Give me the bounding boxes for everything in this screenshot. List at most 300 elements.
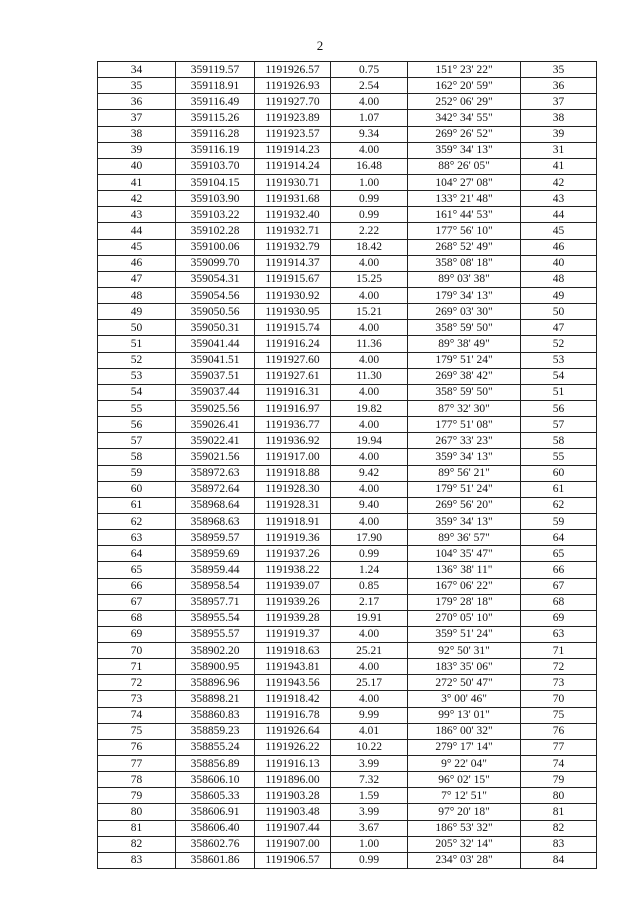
next-point-cell: 81	[521, 804, 597, 820]
bearing-cell: 3° 00' 46"	[408, 691, 521, 707]
bearing-cell: 177° 56' 10"	[408, 223, 521, 239]
next-point-cell: 63	[521, 626, 597, 642]
x-coordinate-cell: 359103.70	[176, 158, 255, 174]
bearing-cell: 269° 56' 20"	[408, 497, 521, 513]
table-row	[98, 497, 597, 513]
next-point-cell: 43	[521, 191, 597, 207]
y-coordinate-cell: 1191914.24	[255, 158, 331, 174]
y-coordinate-cell: 1191916.31	[255, 384, 331, 400]
point-number-cell: 53	[98, 368, 176, 384]
bearing-cell: 179° 34' 13"	[408, 287, 521, 303]
y-coordinate-cell: 1191915.74	[255, 320, 331, 336]
point-number-cell: 61	[98, 497, 176, 513]
next-point-cell: 36	[521, 78, 597, 94]
bearing-cell: 89° 56' 21"	[408, 465, 521, 481]
x-coordinate-cell: 358606.91	[176, 804, 255, 820]
distance-cell: 4.00	[331, 626, 408, 642]
table-row	[98, 723, 597, 739]
next-point-cell: 50	[521, 304, 597, 320]
table-row	[98, 142, 597, 158]
bearing-cell: 179° 28' 18"	[408, 594, 521, 610]
bearing-cell: 268° 52' 49"	[408, 239, 521, 255]
distance-cell: 0.75	[331, 62, 408, 78]
y-coordinate-cell: 1191903.28	[255, 788, 331, 804]
x-coordinate-cell: 358959.44	[176, 562, 255, 578]
table-row	[98, 126, 597, 142]
bearing-cell: 252° 06' 29"	[408, 94, 521, 110]
bearing-cell: 183° 35' 06"	[408, 659, 521, 675]
table-row	[98, 465, 597, 481]
y-coordinate-cell: 1191932.71	[255, 223, 331, 239]
y-coordinate-cell: 1191918.88	[255, 465, 331, 481]
table-row	[98, 174, 597, 190]
distance-cell: 3.99	[331, 804, 408, 820]
table-row	[98, 433, 597, 449]
bearing-cell: 272° 50' 47"	[408, 675, 521, 691]
x-coordinate-cell: 358605.33	[176, 788, 255, 804]
distance-cell: 9.99	[331, 707, 408, 723]
table-row	[98, 756, 597, 772]
bearing-cell: 179° 51' 24"	[408, 352, 521, 368]
y-coordinate-cell: 1191906.57	[255, 852, 331, 868]
table-row	[98, 239, 597, 255]
bearing-cell: 104° 35' 47"	[408, 546, 521, 562]
x-coordinate-cell: 359026.41	[176, 417, 255, 433]
bearing-cell: 88° 26' 05"	[408, 158, 521, 174]
x-coordinate-cell: 358972.63	[176, 465, 255, 481]
distance-cell: 3.99	[331, 756, 408, 772]
point-number-cell: 79	[98, 788, 176, 804]
point-number-cell: 75	[98, 723, 176, 739]
y-coordinate-cell: 1191927.70	[255, 94, 331, 110]
x-coordinate-cell: 358606.40	[176, 820, 255, 836]
table-row	[98, 271, 597, 287]
x-coordinate-cell: 359041.51	[176, 352, 255, 368]
table-row	[98, 400, 597, 416]
y-coordinate-cell: 1191903.48	[255, 804, 331, 820]
bearing-cell: 342° 34' 55"	[408, 110, 521, 126]
y-coordinate-cell: 1191923.57	[255, 126, 331, 142]
next-point-cell: 64	[521, 530, 597, 546]
next-point-cell: 41	[521, 158, 597, 174]
y-coordinate-cell: 1191923.89	[255, 110, 331, 126]
x-coordinate-cell: 358957.71	[176, 594, 255, 610]
point-number-cell: 82	[98, 836, 176, 852]
x-coordinate-cell: 359119.57	[176, 62, 255, 78]
table-row	[98, 304, 597, 320]
table-row	[98, 62, 597, 78]
bearing-cell: 96° 02' 15"	[408, 772, 521, 788]
distance-cell: 1.00	[331, 174, 408, 190]
distance-cell: 16.48	[331, 158, 408, 174]
y-coordinate-cell: 1191907.00	[255, 836, 331, 852]
next-point-cell: 38	[521, 110, 597, 126]
bearing-cell: 186° 53' 32"	[408, 820, 521, 836]
distance-cell: 0.99	[331, 546, 408, 562]
bearing-cell: 279° 17' 14"	[408, 739, 521, 755]
y-coordinate-cell: 1191928.31	[255, 497, 331, 513]
table-row	[98, 594, 597, 610]
y-coordinate-cell: 1191916.13	[255, 756, 331, 772]
point-number-cell: 38	[98, 126, 176, 142]
point-number-cell: 74	[98, 707, 176, 723]
x-coordinate-cell: 358968.64	[176, 497, 255, 513]
table-row	[98, 820, 597, 836]
point-number-cell: 39	[98, 142, 176, 158]
point-number-cell: 43	[98, 207, 176, 223]
distance-cell: 25.21	[331, 643, 408, 659]
distance-cell: 4.00	[331, 513, 408, 529]
next-point-cell: 66	[521, 562, 597, 578]
y-coordinate-cell: 1191919.37	[255, 626, 331, 642]
table-row	[98, 530, 597, 546]
y-coordinate-cell: 1191918.42	[255, 691, 331, 707]
point-number-cell: 65	[98, 562, 176, 578]
distance-cell: 19.94	[331, 433, 408, 449]
table-row	[98, 513, 597, 529]
bearing-cell: 186° 00' 32"	[408, 723, 521, 739]
distance-cell: 17.90	[331, 530, 408, 546]
table-row	[98, 578, 597, 594]
next-point-cell: 48	[521, 271, 597, 287]
point-number-cell: 51	[98, 336, 176, 352]
x-coordinate-cell: 359116.19	[176, 142, 255, 158]
y-coordinate-cell: 1191932.40	[255, 207, 331, 223]
y-coordinate-cell: 1191936.77	[255, 417, 331, 433]
point-number-cell: 59	[98, 465, 176, 481]
table-row	[98, 368, 597, 384]
next-point-cell: 60	[521, 465, 597, 481]
distance-cell: 3.67	[331, 820, 408, 836]
bearing-cell: 92° 50' 31"	[408, 643, 521, 659]
next-point-cell: 53	[521, 352, 597, 368]
next-point-cell: 47	[521, 320, 597, 336]
table-row	[98, 546, 597, 562]
y-coordinate-cell: 1191936.92	[255, 433, 331, 449]
bearing-cell: 269° 38' 42"	[408, 368, 521, 384]
distance-cell: 7.32	[331, 772, 408, 788]
point-number-cell: 36	[98, 94, 176, 110]
distance-cell: 2.17	[331, 594, 408, 610]
x-coordinate-cell: 358859.23	[176, 723, 255, 739]
x-coordinate-cell: 359103.22	[176, 207, 255, 223]
point-number-cell: 73	[98, 691, 176, 707]
point-number-cell: 72	[98, 675, 176, 691]
table-row	[98, 659, 597, 675]
distance-cell: 4.00	[331, 352, 408, 368]
distance-cell: 11.36	[331, 336, 408, 352]
next-point-cell: 70	[521, 691, 597, 707]
distance-cell: 15.21	[331, 304, 408, 320]
next-point-cell: 56	[521, 400, 597, 416]
next-point-cell: 45	[521, 223, 597, 239]
point-number-cell: 50	[98, 320, 176, 336]
distance-cell: 4.00	[331, 384, 408, 400]
point-number-cell: 66	[98, 578, 176, 594]
point-number-cell: 46	[98, 255, 176, 271]
table-row	[98, 223, 597, 239]
bearing-cell: 89° 36' 57"	[408, 530, 521, 546]
distance-cell: 0.99	[331, 207, 408, 223]
point-number-cell: 69	[98, 626, 176, 642]
y-coordinate-cell: 1191927.61	[255, 368, 331, 384]
distance-cell: 1.00	[331, 836, 408, 852]
point-number-cell: 45	[98, 239, 176, 255]
next-point-cell: 40	[521, 255, 597, 271]
bearing-cell: 162° 20' 59"	[408, 78, 521, 94]
next-point-cell: 61	[521, 481, 597, 497]
next-point-cell: 75	[521, 707, 597, 723]
x-coordinate-cell: 358968.63	[176, 513, 255, 529]
bearing-cell: 269° 03' 30"	[408, 304, 521, 320]
x-coordinate-cell: 359041.44	[176, 336, 255, 352]
y-coordinate-cell: 1191930.71	[255, 174, 331, 190]
table-row	[98, 707, 597, 723]
x-coordinate-cell: 358902.20	[176, 643, 255, 659]
next-point-cell: 62	[521, 497, 597, 513]
bearing-cell: 358° 08' 18"	[408, 255, 521, 271]
bearing-cell: 136° 38' 11"	[408, 562, 521, 578]
y-coordinate-cell: 1191938.22	[255, 562, 331, 578]
next-point-cell: 69	[521, 610, 597, 626]
x-coordinate-cell: 358955.54	[176, 610, 255, 626]
point-number-cell: 49	[98, 304, 176, 320]
next-point-cell: 44	[521, 207, 597, 223]
bearing-cell: 99° 13' 01"	[408, 707, 521, 723]
distance-cell: 4.00	[331, 449, 408, 465]
x-coordinate-cell: 358959.69	[176, 546, 255, 562]
distance-cell: 0.99	[331, 852, 408, 868]
point-number-cell: 55	[98, 400, 176, 416]
table-row	[98, 481, 597, 497]
bearing-cell: 9° 22' 04"	[408, 756, 521, 772]
next-point-cell: 31	[521, 142, 597, 158]
bearing-cell: 358° 59' 50"	[408, 384, 521, 400]
next-point-cell: 58	[521, 433, 597, 449]
x-coordinate-cell: 359037.44	[176, 384, 255, 400]
x-coordinate-cell: 359116.49	[176, 94, 255, 110]
bearing-cell: 104° 27' 08"	[408, 174, 521, 190]
point-number-cell: 83	[98, 852, 176, 868]
bearing-cell: 359° 34' 13"	[408, 513, 521, 529]
table-row	[98, 94, 597, 110]
distance-cell: 1.59	[331, 788, 408, 804]
distance-cell: 18.42	[331, 239, 408, 255]
x-coordinate-cell: 358959.57	[176, 530, 255, 546]
point-number-cell: 47	[98, 271, 176, 287]
next-point-cell: 71	[521, 643, 597, 659]
point-number-cell: 37	[98, 110, 176, 126]
distance-cell: 0.85	[331, 578, 408, 594]
x-coordinate-cell: 358860.83	[176, 707, 255, 723]
point-number-cell: 62	[98, 513, 176, 529]
x-coordinate-cell: 359103.90	[176, 191, 255, 207]
y-coordinate-cell: 1191916.78	[255, 707, 331, 723]
x-coordinate-cell: 359050.56	[176, 304, 255, 320]
bearing-cell: 269° 26' 52"	[408, 126, 521, 142]
bearing-cell: 151° 23' 22"	[408, 62, 521, 78]
table-row	[98, 852, 597, 868]
distance-cell: 4.00	[331, 320, 408, 336]
next-point-cell: 37	[521, 94, 597, 110]
x-coordinate-cell: 358900.95	[176, 659, 255, 675]
distance-cell: 9.40	[331, 497, 408, 513]
distance-cell: 9.34	[331, 126, 408, 142]
x-coordinate-cell: 358972.64	[176, 481, 255, 497]
y-coordinate-cell: 1191930.92	[255, 287, 331, 303]
table-row	[98, 836, 597, 852]
point-number-cell: 64	[98, 546, 176, 562]
x-coordinate-cell: 358606.10	[176, 772, 255, 788]
table-row	[98, 384, 597, 400]
point-number-cell: 58	[98, 449, 176, 465]
y-coordinate-cell: 1191919.36	[255, 530, 331, 546]
point-number-cell: 77	[98, 756, 176, 772]
point-number-cell: 80	[98, 804, 176, 820]
next-point-cell: 52	[521, 336, 597, 352]
bearing-cell: 133° 21' 48"	[408, 191, 521, 207]
distance-cell: 0.99	[331, 191, 408, 207]
x-coordinate-cell: 359054.56	[176, 287, 255, 303]
table-row	[98, 788, 597, 804]
bearing-cell: 89° 38' 49"	[408, 336, 521, 352]
y-coordinate-cell: 1191939.28	[255, 610, 331, 626]
point-number-cell: 81	[98, 820, 176, 836]
y-coordinate-cell: 1191939.07	[255, 578, 331, 594]
next-point-cell: 79	[521, 772, 597, 788]
next-point-cell: 68	[521, 594, 597, 610]
y-coordinate-cell: 1191932.79	[255, 239, 331, 255]
distance-cell: 19.91	[331, 610, 408, 626]
y-coordinate-cell: 1191907.44	[255, 820, 331, 836]
table-row	[98, 643, 597, 659]
x-coordinate-cell: 358855.24	[176, 739, 255, 755]
table-row	[98, 739, 597, 755]
x-coordinate-cell: 359118.91	[176, 78, 255, 94]
coordinates-table-body	[98, 62, 597, 869]
table-row	[98, 626, 597, 642]
y-coordinate-cell: 1191926.64	[255, 723, 331, 739]
next-point-cell: 83	[521, 836, 597, 852]
table-row	[98, 320, 597, 336]
table-row	[98, 449, 597, 465]
next-point-cell: 65	[521, 546, 597, 562]
point-number-cell: 40	[98, 158, 176, 174]
bearing-cell: 97° 20' 18"	[408, 804, 521, 820]
point-number-cell: 76	[98, 739, 176, 755]
table-row	[98, 110, 597, 126]
distance-cell: 4.00	[331, 94, 408, 110]
table-row	[98, 352, 597, 368]
table-row	[98, 191, 597, 207]
x-coordinate-cell: 359037.51	[176, 368, 255, 384]
point-number-cell: 60	[98, 481, 176, 497]
distance-cell: 15.25	[331, 271, 408, 287]
next-point-cell: 39	[521, 126, 597, 142]
x-coordinate-cell: 359116.28	[176, 126, 255, 142]
next-point-cell: 67	[521, 578, 597, 594]
y-coordinate-cell: 1191926.57	[255, 62, 331, 78]
next-point-cell: 80	[521, 788, 597, 804]
distance-cell: 4.01	[331, 723, 408, 739]
bearing-cell: 267° 33' 23"	[408, 433, 521, 449]
next-point-cell: 82	[521, 820, 597, 836]
distance-cell: 10.22	[331, 739, 408, 755]
y-coordinate-cell: 1191939.26	[255, 594, 331, 610]
next-point-cell: 76	[521, 723, 597, 739]
table-row	[98, 417, 597, 433]
table-row	[98, 804, 597, 820]
y-coordinate-cell: 1191916.24	[255, 336, 331, 352]
point-number-cell: 41	[98, 174, 176, 190]
y-coordinate-cell: 1191915.67	[255, 271, 331, 287]
distance-cell: 4.00	[331, 255, 408, 271]
point-number-cell: 71	[98, 659, 176, 675]
distance-cell: 9.42	[331, 465, 408, 481]
point-number-cell: 67	[98, 594, 176, 610]
y-coordinate-cell: 1191930.95	[255, 304, 331, 320]
next-point-cell: 46	[521, 239, 597, 255]
page-number: 2	[316, 38, 324, 53]
point-number-cell: 57	[98, 433, 176, 449]
bearing-cell: 179° 51' 24"	[408, 481, 521, 497]
x-coordinate-cell: 359021.56	[176, 449, 255, 465]
y-coordinate-cell: 1191914.23	[255, 142, 331, 158]
next-point-cell: 54	[521, 368, 597, 384]
x-coordinate-cell: 359100.06	[176, 239, 255, 255]
bearing-cell: 359° 51' 24"	[408, 626, 521, 642]
table-row	[98, 691, 597, 707]
y-coordinate-cell: 1191943.81	[255, 659, 331, 675]
table-row	[98, 287, 597, 303]
table-row	[98, 610, 597, 626]
distance-cell: 4.00	[331, 287, 408, 303]
next-point-cell: 55	[521, 449, 597, 465]
table-row	[98, 675, 597, 691]
next-point-cell: 51	[521, 384, 597, 400]
bearing-cell: 87° 32' 30"	[408, 400, 521, 416]
x-coordinate-cell: 359050.31	[176, 320, 255, 336]
distance-cell: 1.07	[331, 110, 408, 126]
point-number-cell: 56	[98, 417, 176, 433]
point-number-cell: 52	[98, 352, 176, 368]
bearing-cell: 7° 12' 51"	[408, 788, 521, 804]
table-row	[98, 772, 597, 788]
bearing-cell: 167° 06' 22"	[408, 578, 521, 594]
point-number-cell: 68	[98, 610, 176, 626]
x-coordinate-cell: 358958.54	[176, 578, 255, 594]
x-coordinate-cell: 358856.89	[176, 756, 255, 772]
y-coordinate-cell: 1191914.37	[255, 255, 331, 271]
table-row	[98, 336, 597, 352]
bearing-cell: 270° 05' 10"	[408, 610, 521, 626]
table-row	[98, 255, 597, 271]
table-row	[98, 158, 597, 174]
bearing-cell: 177° 51' 08"	[408, 417, 521, 433]
distance-cell: 1.24	[331, 562, 408, 578]
bearing-cell: 89° 03' 38"	[408, 271, 521, 287]
bearing-cell: 205° 32' 14"	[408, 836, 521, 852]
y-coordinate-cell: 1191943.56	[255, 675, 331, 691]
point-number-cell: 54	[98, 384, 176, 400]
next-point-cell: 57	[521, 417, 597, 433]
y-coordinate-cell: 1191916.97	[255, 400, 331, 416]
next-point-cell: 74	[521, 756, 597, 772]
distance-cell: 19.82	[331, 400, 408, 416]
y-coordinate-cell: 1191896.00	[255, 772, 331, 788]
next-point-cell: 72	[521, 659, 597, 675]
distance-cell: 11.30	[331, 368, 408, 384]
